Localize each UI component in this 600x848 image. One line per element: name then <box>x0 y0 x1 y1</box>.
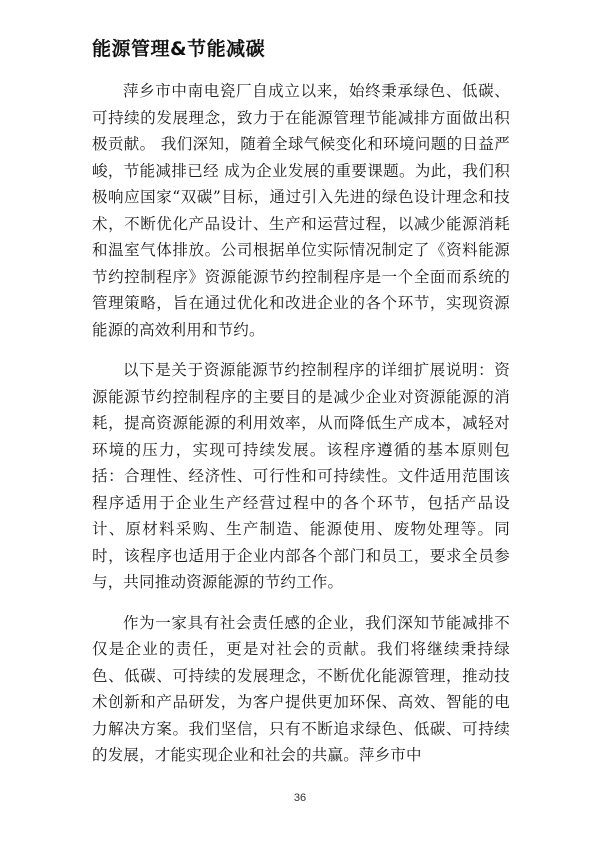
paragraph-1: 萍乡市中南电瓷厂自成立以来，始终秉承绿色、低碳、 可持续的发展理念，致力于在能源管理节能减排方面做出积极贡献。 我们深知，随着全球气候变化和环境问题的日益严峻，节能减排已经 成为企业发展的重要课题。为此，我们积极响应国家“双碳”目标，通过引入先进的绿色设计理念和技术，不断优化产品设计、生产和运营过程，以减少能源消耗和温室气体排放。公司根据单位实际情况制定了《资料能源节约控制程序》资源能源节约控制程序是一个全面而系统的管理策略，旨在通过优化和改进企业的各个环节，实现资源能源的高效利用和节约。 <box>92 82 510 339</box>
paragraph-2: 以下是关于资源能源节约控制程序的详细扩展说明：资源能源节约控制程序的主要目的是减少企业对资源能源的消耗，提高资源能源的利用效率，从而降低生产成本，减轻对环境的压力，实现可持续发展。该程序遵循的基本原则包括：合理性、经济性、可行性和可持续性。文件适用范围该程序适用于企业生产经营过程中的各个环节，包括产品设计、原材料采购、生产制造、能源使用、废物处理等。同时，该程序也适用于企业内部各个部门和员工，要求全员参与，共同推动资源能源的节约工作。 <box>92 361 510 591</box>
paragraph-3: 作为一家具有社会责任感的企业，我们深知节能减排不仅是企业的责任，更是对社会的贡献。我们将继续秉持绿色、低碳、可持续的发展理念，不断优化能源管理，推动技术创新和产品研发，为客户提供更加环保、高效、智能的电力解决方案。我们坚信，只有不断追求绿色、低碳、可持续的发展，才能实现企业和社会的共赢。萍乡市中 <box>92 613 510 764</box>
page-number: 36 <box>293 792 307 804</box>
document-body <box>92 78 510 769</box>
section-title: 能源管理&节能减碳 <box>92 38 266 60</box>
